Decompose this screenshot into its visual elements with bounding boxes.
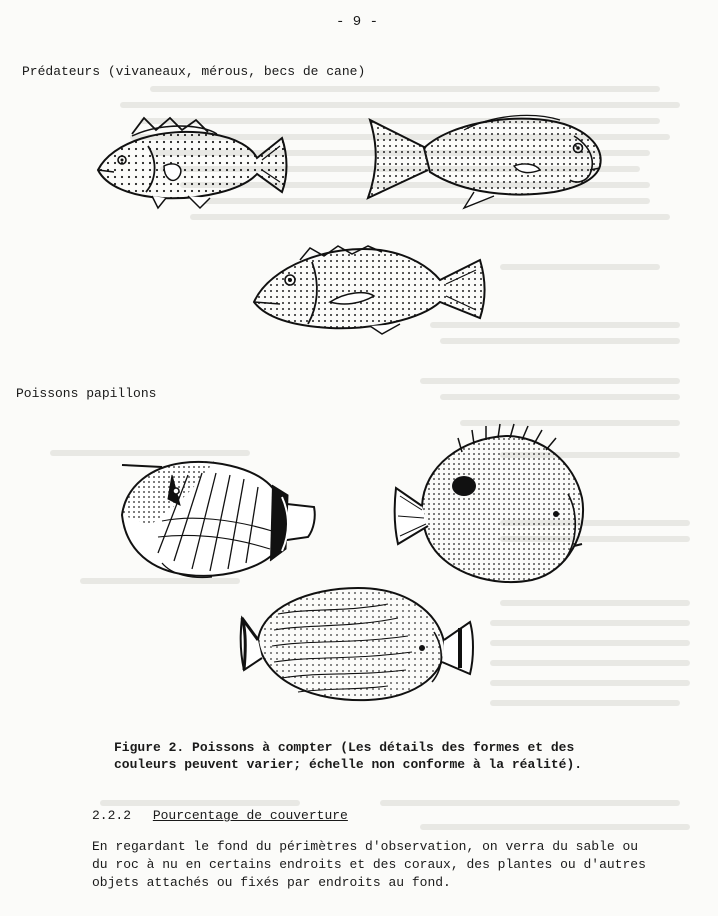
butterflyfish-heading: Poissons papillons [16, 386, 157, 401]
subsection-heading [92, 808, 348, 823]
figure-caption [114, 739, 674, 773]
figure-caption-line: Figure 2. Poissons à compter (Les détails des formes et des [114, 740, 575, 755]
grouper-icon [92, 112, 292, 212]
page-number: - 9 - [336, 14, 379, 30]
emperor-icon [250, 240, 490, 335]
butterflyfish-icon [102, 445, 322, 585]
spotted-butterflyfish-icon [392, 422, 602, 592]
paragraph-line: En regardant le fond du périmètres d'observation, on verra du sable ou [92, 839, 639, 854]
subsection-number: 2.2.2 [92, 808, 132, 823]
figure-caption-line: couleurs peuvent varier; échelle non conforme à la réalité). [114, 757, 583, 772]
subsection-title: Pourcentage de couverture [152, 808, 348, 823]
butterflyfish-icon [238, 578, 478, 708]
snapper-icon [364, 108, 614, 213]
paragraph-line: du roc à nu en certains endroits et des coraux, des plantes ou d'autres [92, 857, 646, 872]
paragraph-line: objets attachés ou fixés par endroits au fond. [92, 875, 451, 890]
predators-heading: Prédateurs (vivaneaux, mérous, becs de cane) [22, 64, 366, 79]
body-paragraph [92, 838, 702, 892]
